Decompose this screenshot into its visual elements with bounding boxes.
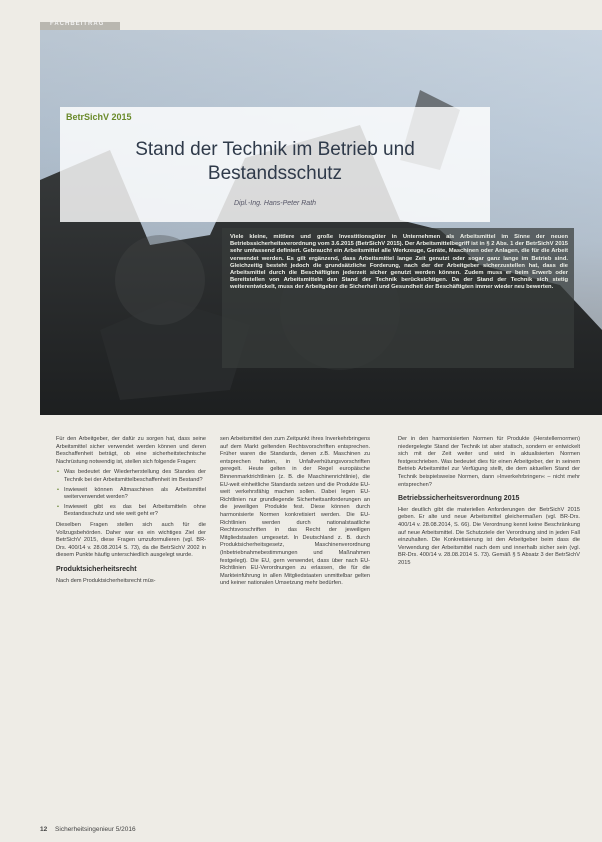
page-footer [40,826,136,833]
magazine-name: Sicherheitsingenieur 5/2016 [55,826,136,833]
question-list [56,469,206,519]
body-paragraph: Nach dem Produktsicherheitsrecht müs- [56,577,156,584]
list-item: • Inwieweit können Altmaschinen als Arbeitsmittel weiterverwendet werden? [64,487,206,502]
article-title: Stand der Technik im Betrieb und Bestandsschutz [135,139,415,184]
body-paragraph: Hier deutlich gibt die materiellen Anforderungen der BetrSichV 2015 geben. Er alte und neue Arbeitsmittel gleichermaßen (vgl. BR-Drs. 400/14 v. 28.08.2014, S. 66). Die Verordnung kennt keine Beschränkung auf neue Arbeitsmittel. Die Schutzziele der Verordnung sind in jeden Fall einzuhalten. Die Konkretisierung ist den Arbeitgeber beim dass die Verwendung der Arbeitsmittel nach dem und innerhalb sicher sein (vgl. BR-Drs. 400/14 v. 28.08.2014 S. 73). Gemäß § 5 Absatz 3 der BetrSichV 2015 [398,506,580,566]
body-paragraph: Der in den harmonisierten Normen für Produkte (Herstellernormen) niedergelegte Stand der Technik ist aber statisch, sondern er entwickelt sich mit der Zeit weiter und wird in aktualisierten Normen festgeschrieben. Was bedeutet dies für einen Arbeitgeber, der in seinem Betrieb Arbeitsmittel zur Verfügung stellt, die dem aktuellen Stand der Technik beispielsweise Normen, dann »Inverkehrbringen« – nicht mehr entsprechen? [398,436,580,488]
column-2 [220,436,370,591]
body-paragraph: sen Arbeitsmittel den zum Zeitpunkt ihres Inverkehrbringens auf dem Markt geltenden Rechtsvorschriften entsprechen. Früher waren die Standards, denen z.B. Maschinen zu entsprechen hatten, in Unfallverhütungsvorschriften geregelt. Heute gelten in der Regel europäische Binnenmarktrichtlinien (z. B. die Maschinenrichtlinie), die EU-weit einheitliche Standards setzen und die Produkte EU-weit verkehrsfähig machen sollen. Dabei legen EU-Richtlinien nur grundlegende Sicherheitsanforderungen an die jeweiligen Produkte fest. Diese können durch harmonisierte Normen konkretisiert werden. Die EU-Richtlinien werden durch nationalstaatliche Rechtsvorschriften in das Recht der jeweiligen Mitgliedstaaten umgesetzt. In Deutschland z. B. durch Produktsicherheitsgesetz, Maschinenverordnung (Inbetriebnahmebestimmungen und Maßnahmen festgelegt). Die EU, gern verwendet, dass über nach EU-Richtlinien EU-Verordnungen zu erlassen, die für die Markteinführung in allen Mitgliedstaaten unmittelbar gelten und keiner nationalen Umsetzung mehr bedürfen. [220,436,370,587]
kicker: BetrSichV 2015 [66,112,132,122]
section-label: FACHBEITRAG [50,21,105,27]
section-heading: Produktsicherheitsrecht [56,565,137,573]
page-number: 12 [40,826,48,833]
list-item: • Was bedeutet der Wiederherstellung des Standes der Technik bei der Arbeitsmittelbeschaffenheit im Bestand? [64,469,206,484]
byline: Dipl.-Ing. Hans-Peter Rath [233,200,317,207]
section-heading: Betriebssicherheitsverordnung 2015 [398,495,520,503]
column-1 [56,436,206,588]
body-paragraph: Dieselben Fragen stellen sich auch für die Vollzugsbehörden. Daher war es ein wichtiges Ziel der BetrSichV 2015, diese Fragen umzuformulieren (vgl. BR-Drs. 400/14 v. 28.08.2014 S. 73), da die BetrSichV 2002 in diesem Punkte häufig unterschiedlich ausgelegt wurde. [56,521,206,559]
body-paragraph: Für den Arbeitgeber, der dafür zu sorgen hat, dass seine Arbeitsmittel sicher verwendet werden können und deren Beschaffenheit beträgt, ob eine sicherheitstechnische Nachrüstung notwendig ist, stellen sich folgende Fragen: [56,436,206,465]
list-item: • Inwieweit gibt es das bei Arbeitsmitteln ohne Bestandsschutz und wie weit geht er? [64,504,206,519]
lead-paragraph: Viele kleine, mittlere und große Investitionsgüter in Unternehmen als Arbeitsmittel im Sinne der neuen Betriebssicherheitsverordnung vom 3.6.2015 (BetrSichV 2015). Der Arbeitsmittelbegriff ist in § 2 Abs. 1 der BetrSichV 2015 sehr umfassend definiert. Gebraucht ein Arbeitsmittel alle Werkzeuge, Geräte, Maschinen oder Anlagen, die für die Arbeit verwendet werden. Es gilt ergänzend, dass Arbeitsmittel lange Zeit genutzt oder sogar ganz lange im Betrieb sind. Gleichzeitig besteht jedoch die grundsätzliche Forderung, nach der der Arbeitgeber sicherzustellen hat, dass die Arbeitsmittel durch die Beschäftigten jederzeit sicher genutzt werden können. Zudem muss er beim Erwerb oder Bereitstellen von Arbeitsmitteln den Stand der Technik berücksichtigen. Da der Stand der Technik sich stetig weiterentwickelt, muss der Arbeitgeber die Sicherheit und Gesundheit der Beschäftigten immer wieder neu bewerten. [230,234,568,291]
column-3 [398,436,580,571]
